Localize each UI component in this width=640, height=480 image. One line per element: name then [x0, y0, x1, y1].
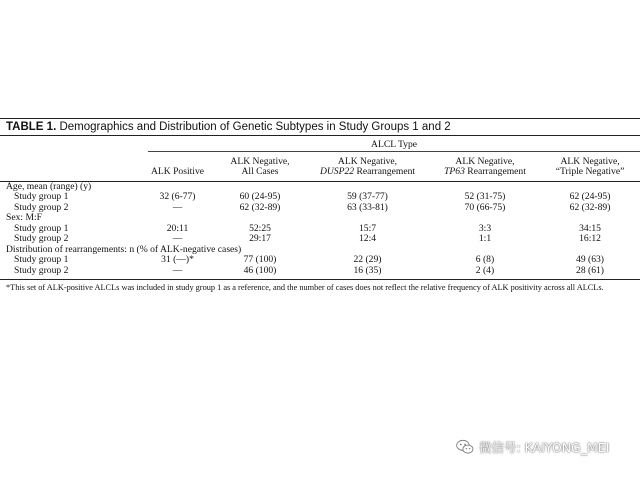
row-label: Study group 2 [14, 233, 69, 244]
col-header-alk-positive: ALK Positive [140, 154, 215, 182]
table-cell: 77 (100) [243, 254, 277, 265]
table-row [0, 266, 640, 280]
watermark-text: 微信号: KAIYONG_MEI [479, 440, 610, 455]
table-cell: 32 (6-77) [159, 191, 196, 202]
section-row [0, 213, 640, 224]
watermark [455, 437, 609, 457]
table-caption-label: TABLE 1. [6, 121, 57, 133]
section-title: Age, mean (range) (y) [6, 180, 92, 192]
table-body [0, 181, 640, 280]
table-cell: 22 (29) [353, 254, 382, 265]
table-cell: 1:1 [478, 233, 492, 244]
col-header-dusp22: ALK Negative, DUSP22 Rearrangement [305, 154, 430, 182]
row-label: Study group 1 [14, 222, 69, 234]
demographics-table [0, 136, 640, 280]
table-cell: 46 (100) [215, 266, 305, 280]
table-cell: 52:25 [249, 222, 271, 234]
col-header-triple-negative: ALK Negative, “Triple Negative” [540, 154, 640, 182]
row-label: Study group 2 [0, 266, 140, 280]
table-cell: 70 (66-75) [464, 201, 506, 213]
table-cell: 6 (8) [475, 254, 495, 265]
table-cell: 20:11 [166, 222, 189, 234]
table-cell: 62 (32-89) [569, 201, 611, 213]
table-cell: 52 (31-75) [464, 191, 506, 202]
section-title: Distribution of rearrangements: n (% of ALK-negative cases) [6, 243, 242, 255]
table-cell: 59 (37-77) [347, 191, 388, 202]
table-row [0, 255, 640, 266]
col-header-tp63: ALK Negative, TP63 Rearrangement [430, 154, 540, 182]
table-cell: 62 (32-89) [239, 201, 281, 213]
table-cell: 31 (—)* [161, 254, 194, 265]
table-cell: 16:12 [579, 233, 601, 244]
table-cell: 3:3 [478, 222, 492, 234]
table-cell: 2 (4) [430, 266, 540, 280]
table-cell: 29:17 [249, 233, 271, 244]
table-1 [0, 118, 640, 295]
table-cell: 16 (35) [305, 266, 430, 280]
table-cell: — [172, 201, 183, 213]
section-title: Sex: M:F [6, 212, 42, 223]
col-header-alk-negative-all: ALK Negative, All Cases [215, 154, 305, 182]
table-row [0, 224, 640, 235]
row-label: Study group 1 [14, 254, 69, 265]
table-caption-text: Demographics and Distribution of Genetic Subtypes in Study Groups 1 and 2 [56, 121, 451, 133]
table-cell: — [140, 266, 215, 280]
wechat-icon [455, 437, 475, 457]
alcl-type-header: ALCL Type [140, 136, 640, 154]
table-row [0, 234, 640, 245]
column-header-row [0, 154, 640, 182]
table-cell: 60 (24-95) [239, 191, 281, 202]
section-row [0, 245, 640, 256]
table-cell: 12:4 [358, 233, 377, 244]
table-cell: 49 (63) [576, 254, 605, 265]
table-cell: — [172, 233, 183, 244]
row-label: Study group 1 [14, 191, 69, 202]
table-caption [0, 118, 640, 136]
table-cell: 34:15 [579, 222, 601, 234]
table-cell: 15:7 [358, 222, 377, 234]
table-cell: 28 (61) [540, 266, 640, 280]
table-row [0, 192, 640, 203]
row-label: Study group 2 [14, 201, 69, 213]
table-cell: 63 (33-81) [347, 201, 388, 213]
group-header-row [0, 136, 640, 154]
table-row [0, 203, 640, 214]
table-footnote: *This set of ALK-positive ALCLs was included in study group 1 as a reference, and the number of cases does not reflect the relative frequency of ALK positivity across all ALCLs. [6, 283, 604, 292]
section-row [0, 181, 640, 192]
table-cell: 62 (24-95) [569, 191, 611, 202]
